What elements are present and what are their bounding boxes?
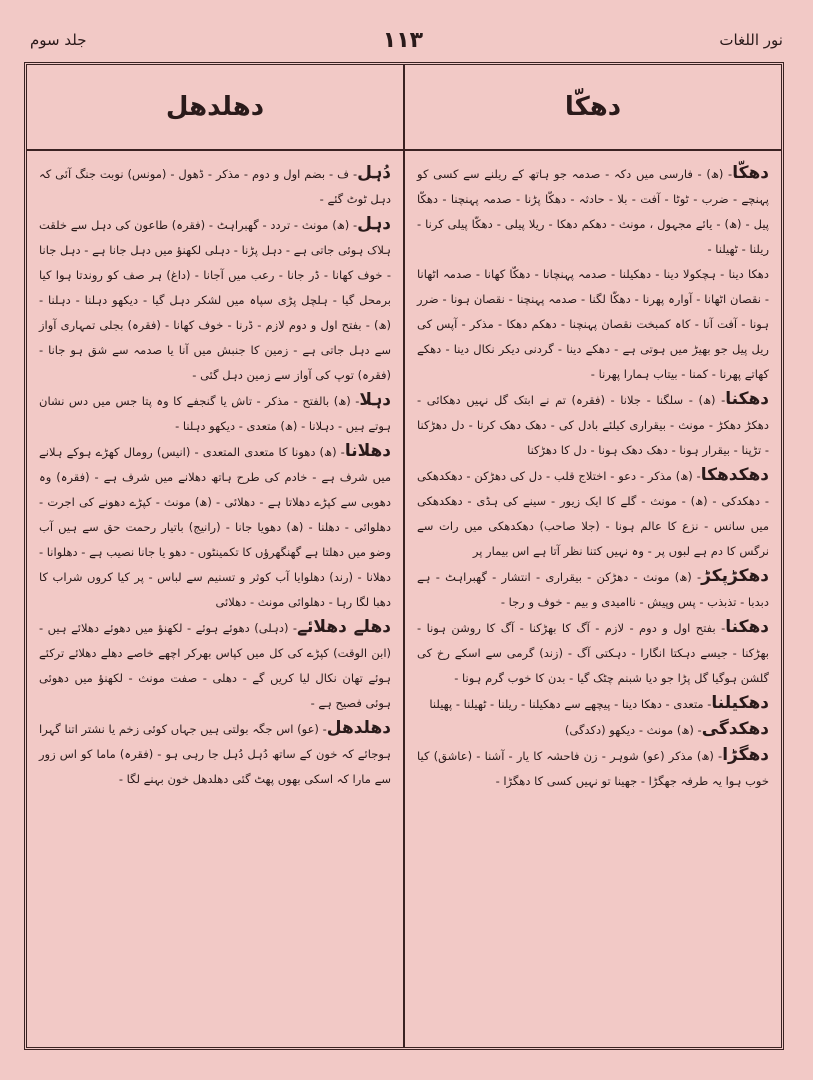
book-title: نور اللغات	[719, 31, 783, 49]
dictionary-columns	[27, 149, 781, 1047]
dictionary-entry	[417, 564, 769, 615]
dictionary-entry	[417, 743, 769, 794]
entry-definition: - بفتح اول و دوم - لازم - آگ کا بھڑکنا - آگ کا روشن ہونا - بھڑکنا - جیسے دہکتا انگارا - دہکتی آگ - (زند) گرمی سے اسکے رخ کی گلشن ہوگیا گل پڑا جو دیا شبنم چٹک گیا - بدن کا خوب گرم ہونا -	[417, 621, 769, 685]
entry-definition: - (ھ) مونث - تردد - گھبراہٹ - (فقرہ) طاعون کی دہل سے خلقت ہلاک ہوئی جاتی ہے - دہل پڑنا - دہلی لکھنؤ میں دہل جانا ہے - دہل جانا - خوف کھانا - ڈر جانا - رعب میں آجانا - (داغ) ہر صف کو روندتا ہوا کیا برمحل گیا - ہلچل پڑی سپاہ میں لشکر دہل گیا - دیکھو دہلنا - دہلنا - (ھ) - بفتح اول و دوم لازم - ڈرنا - خوف کھانا - (فقرہ) بجلی تمہاری آواز سے دہل جاتی ہے - زمین کا جنبش میں آنا یا صدمہ سے شق ہو جانا - (فقرہ) توپ کی آواز سے زمین دہل گئی -	[39, 218, 391, 382]
right-column	[403, 149, 781, 1047]
entry-definition: - (ھ) مذکر (عو) شوہر - زن فاحشہ کا یار - آشنا - (عاشق) کیا خوب ہوا یہ طرفہ جھگڑا - جھینا تو نہیں کسی کا دھگڑا -	[417, 749, 769, 788]
dictionary-entry	[39, 161, 391, 212]
entry-definition: - (دہلی) دھوئے ہوئے - لکھنؤ میں دھوئے دھلائے ہیں - (ابن الوقت) کپڑے کی کل میں کپاس بھرکر اچھے خاصے دھلے دھلائے ترکئے ہوئے تھان نکال لیا کریں گے - دھلی - صفت مونث - لکھنؤ میں دھوئی ہوئی فصیح ہے -	[39, 621, 391, 710]
dictionary-entry	[39, 615, 391, 716]
entry-definition: - (ھ) مونث - دیکھو (دکدگی)	[564, 723, 702, 737]
left-column	[27, 149, 403, 1047]
dictionary-entry	[39, 716, 391, 792]
entry-definition: - (عو) اس جگہ بولتی ہیں جہاں کوئی زخم یا نشتر اتنا گہرا ہوجائے کہ خون کے ساتھ دُہل دُہل جا رہی ہو - (فقرہ) ماما کو اس زور سے مارا کہ اسکی بھوں پھٹ گئی دھلدھل خون بہنے لگا -	[39, 722, 391, 786]
entry-headword: دھکڑپکڑ	[701, 566, 769, 586]
entry-definition: - ف - بضم اول و دوم - مذکر - ڈھول - (مونس) نوبت جنگ آئی کہ دہل ٹوٹ گئے -	[39, 167, 391, 206]
entry-headword: دھلدھل	[326, 718, 391, 738]
entry-headword: دھلے دھلائے	[297, 617, 391, 637]
entry-headword: دھکدھکا	[700, 465, 769, 485]
page-number: ۱۱۳	[382, 27, 424, 53]
dictionary-entry	[39, 212, 391, 388]
dictionary-entry	[417, 161, 769, 262]
entry-definition: - (ھ) دھونا کا متعدی المتعدی - (انیس) رومال کھڑے ہوکے ہلانے میں شرف ہے - خادم کی طرح ہاتھ دھلانے میں شرف ہے - (فقرہ) وہ دھوبی سے کپڑے دھلاتا ہے - دھلائی - (ھ) مونث - کپڑے دھونے کی اجرت - دھلوائی - دھلنا - (ھ) دھویا جانا - (رانیج) باتیار رحمت حق سے ہیں آب وضو میں دھلتا ہے گھنگھرؤں کا تکمینٹوں - دھو یا جانا نصیب ہے - دھلوانا - دھلانا - (رند) دھلوایا آب کوثر و تسنیم سے لباس - پر کیا کروں شراب کا دھبا لگا رہا - دھلوائی مونث - دھلائی	[39, 445, 391, 609]
dictionary-entry	[39, 439, 391, 615]
page-frame	[24, 62, 784, 1050]
dictionary-entry	[417, 387, 769, 463]
entry-definition: - (ھ) - سلگنا - جلانا - (فقرہ) تم نے ابتک گل نہیں دھکائی - دھکڑ دھکڑ - مونث - بیقراری کیلئے بادل کی - دھک دھک کرنا - دل دھڑکنا - تڑپنا - بیقرار ہونا - دھک دھک ہونا - دل کا دھڑکنا	[417, 393, 769, 457]
column-headings	[27, 65, 781, 151]
entry-headword: دھلانا	[344, 441, 391, 461]
entry-headword: دھگڑا	[722, 745, 769, 765]
dictionary-entry	[417, 262, 769, 387]
dictionary-entry	[417, 463, 769, 564]
dictionary-entry	[39, 388, 391, 439]
entry-definition: - (ھ) - فارسی میں دکہ - صدمہ جو ہاتھ کے ریلنے سے کسی کو پہنچے - ضرب - ٹوٹا - آفت - بلا - حادثہ - دھکّا پڑنا - صدمہ پہنچنا - دھکّا پیل - (ھ) - یائے مجہول ، مونث - دھکم دھکا - ریلا پیلی - دھکّا پیلی کرنا - ریلنا - ٹھیلنا -	[417, 167, 769, 256]
dictionary-entry	[417, 691, 769, 717]
entry-headword: دہل	[357, 214, 391, 234]
volume-label: جلد سوم	[30, 31, 87, 49]
right-column-title: دھکّا	[403, 65, 781, 149]
entry-definition: - (ھ) مونث - دھڑکن - بیقراری - انتشار - گھبراہٹ - ہے دبدبا - تذبذب - پس وپیش - ناامیدی و بیم - خوف و رجا -	[417, 570, 769, 609]
entry-headword: دھکدگی	[701, 719, 769, 739]
entry-definition: - (ھ) بالفتح - مذکر - تاش یا گنجفے کا وہ پتا جس میں دس نشان ہوتے ہیں - دہلانا - (ھ) متعدی - دیکھو دہلنا -	[39, 394, 391, 433]
entry-headword: دھکنا	[725, 389, 769, 409]
entry-definition: - (ھ) مذکر - دعو - اختلاج قلب - دل کی دھڑکن - دھکدھکی - دھکدکی - (ھ) - مونث - گلے کا ایک زیور - سینے کی ہڈی - دھکدھکی میں سانس - نزع کا عالم ہونا - (جلا صاحب) دھکدھکی میں رات سے نرگس کا دم ہے لبوں پر - وہ نہیں کتنا نظر آتا ہے اس بیمار پر	[417, 469, 769, 558]
entry-headword: دھکیلنا	[711, 693, 769, 713]
dictionary-entry	[417, 615, 769, 691]
left-column-title: دھلدھل	[165, 92, 265, 122]
entry-headword: دُہل	[357, 163, 391, 183]
page-header	[30, 20, 783, 60]
entry-definition: - متعدی - دھکا دینا - پیچھے سے دھکیلنا - ریلنا - ٹھیلنا - پھیلنا	[429, 697, 712, 711]
entry-headword: دھکّا	[732, 163, 769, 183]
entry-definition: دھکا دینا - ہچکولا دینا - دھکیلنا - صدمہ پہنچانا - دھکّا کھانا - صدمہ اٹھانا - نقصان اٹھانا - آوارہ پھرنا - دھکّا لگنا - صدمہ پہنچنا - نقصان ہونا - ضرر ہونا - آفت آنا - کاہ کمبخت نقصان پہنچنا - دھکم دھکا - مذکر - آپس کی ریل پیل جو بھیڑ میں ہوتی ہے - دھکے دینا - گردنی دیکر نکال دینا - دھکے کھاتے پھرنا - کمنا - بیتاب ہمارا پھرنا -	[417, 267, 769, 381]
entry-headword: دھکنا	[725, 617, 769, 637]
entry-headword: دہلا	[359, 390, 391, 410]
dictionary-entry	[417, 717, 769, 743]
